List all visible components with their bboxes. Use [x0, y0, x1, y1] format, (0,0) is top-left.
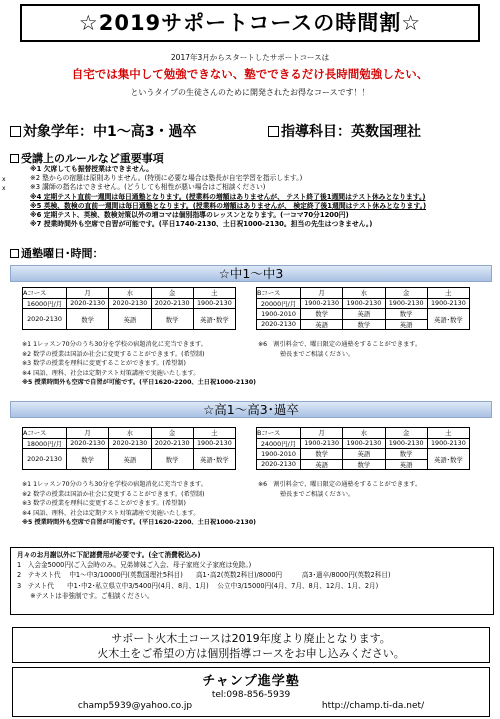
table-row: [23, 298, 236, 309]
table-cell: 数学: [301, 309, 343, 320]
table-cell: 月: [301, 288, 343, 299]
table-row: [257, 309, 470, 320]
note-item: ※4 国語、理科、社会は定期テスト対策講座で実施いたします。: [22, 369, 200, 377]
middle-notes: [22, 340, 262, 388]
table-cell: 数学: [385, 449, 427, 460]
rules-heading: 受講上のルールなど重要事項: [10, 150, 164, 166]
table-cell: 英語: [385, 459, 427, 470]
table-cell: 数学: [67, 309, 109, 330]
intro-line-1: 2017年3月からスタートしたサポートコースは: [170, 53, 330, 62]
middle-a-course-table: [22, 287, 236, 330]
table-cell: 1900-2130: [193, 298, 235, 309]
table-cell: Aコース: [23, 288, 67, 299]
table-cell: 1900-2130: [343, 298, 385, 309]
rule-item: ※6 定期テスト、英検、数検対策以外の増コマは個別指導のレッスンとなります。(一コマ70分1200円): [30, 211, 349, 220]
rule-item: ※7 授業時間外も空席で自習が可能です。(平日1740-2130、土日祝1000-2130。担当の先生はつきません。): [30, 220, 373, 229]
table-cell: 数学: [343, 459, 385, 470]
table-cell: 1900-2130: [385, 438, 427, 449]
table-cell: 1900-2130: [301, 438, 343, 449]
table-cell: 英語: [109, 449, 151, 470]
note-item: ※3 数学の授業を理科に変更することができます。(希望制): [22, 500, 186, 508]
note-item: 塾長までご相談ください。: [280, 350, 355, 358]
rule-item: ※5 英検、数検の直前一週間は毎日通塾となります。(授業料の増額はありませんが、 検定終了後1週間はテスト休みとなります。): [30, 201, 427, 210]
table-row: [257, 438, 470, 449]
table-cell: 土: [193, 288, 235, 299]
rule-item: ※1 欠席しても振替授業はできません。: [30, 165, 153, 173]
table-cell: 英語: [385, 319, 427, 330]
table-cell: 水: [109, 288, 151, 299]
table-cell: Aコース: [23, 428, 67, 439]
target-grade: 対象学年：中1～高3・過卒: [10, 121, 196, 141]
high-school-banner: ☆高1～高3･過卒: [10, 401, 492, 418]
table-cell: 英語: [109, 309, 151, 330]
table-row: [257, 428, 470, 439]
table-cell: 月: [301, 428, 343, 439]
note-item: ※1 1レッスン70分のうち30分を学校の宿題消化に充当できます。: [22, 481, 207, 488]
note-item: ※1 1レッスン70分のうち30分を学校の宿題消化に充当できます。: [22, 341, 207, 348]
table-cell: 水: [343, 288, 385, 299]
table-cell: 英語: [343, 449, 385, 460]
middle-b-course-table: [256, 287, 470, 330]
table-cell: Bコース: [257, 288, 301, 299]
table-cell: 英語･数学: [427, 309, 469, 330]
note-item: ※6 割引料金で、曜日限定の通塾をすることができます。: [258, 341, 422, 348]
school-email-link[interactable]: champ5939@yahoo.co.jp: [77, 701, 193, 711]
table-row: [23, 438, 236, 449]
table-cell: 金: [385, 428, 427, 439]
discontinuation-notice: [12, 627, 490, 663]
table-cell: 24000円/月: [257, 438, 301, 449]
notice-line-1: サポート火木土コースは2019年度より廃止となります。: [111, 632, 391, 645]
table-cell: 数学: [301, 449, 343, 460]
table-row: [23, 428, 236, 439]
table-cell: 金: [151, 428, 193, 439]
checkbox-icon: [10, 249, 19, 258]
fees-line: 1 入会金5000円(ご入会時のみ。兄弟姉妹ご入会、母子家庭父子家庭は免除。): [17, 561, 252, 570]
checkbox-icon: [268, 126, 279, 137]
table-cell: 土: [193, 428, 235, 439]
middle-notes-right: [258, 340, 488, 359]
target-subjects: 指導科目：英数国理社: [268, 121, 421, 141]
note-item: ※3 数学の授業を理科に変更することができます。(希望制): [22, 360, 186, 368]
note-item: ※6 割引料金で、曜日限定の通塾をすることができます。: [258, 481, 422, 488]
table-cell: 1900-2010: [257, 449, 301, 460]
table-cell: 1900-2130: [193, 438, 235, 449]
rule-item: ※2 塾からの宿題は原則ありません。(特別に必要な場合は塾長が自宅学習を指示します。): [30, 174, 303, 183]
school-name: チャンプ進学塾: [202, 674, 300, 689]
table-cell: 数学: [67, 449, 109, 470]
table-row: [23, 309, 236, 330]
table-cell: 金: [151, 288, 193, 299]
table-cell: Bコース: [257, 428, 301, 439]
table-cell: 20000円/月: [257, 298, 301, 309]
table-cell: 2020-2130: [257, 319, 301, 330]
table-cell: 2020-2130: [151, 438, 193, 449]
table-cell: 水: [343, 428, 385, 439]
fees-line: 2 テキスト代 中1～中3/10000円(英数国理社5科目) 高1･高2(英数2科目)/8000円 高3･過卒/8000円(英数2科目): [17, 571, 391, 580]
rule-item: ※3 講師の指名はできません。(どうしても相性が悪い場合はご相談ください): [30, 183, 266, 192]
table-cell: 英語･数学: [193, 309, 235, 330]
table-cell: 1900-2130: [427, 438, 469, 449]
fees-line: 3 テスト代 中1･中2･私立県立中3/5400円(4月、8月、1月) 公立中3/15000円(4月、7月、8月、12月、1月、2月): [17, 581, 379, 590]
table-cell: 1900-2130: [385, 298, 427, 309]
table-cell: 英語: [343, 309, 385, 320]
table-cell: 英語･数学: [427, 449, 469, 470]
table-cell: 2020-2130: [67, 298, 109, 309]
high-notes-right: [258, 480, 488, 499]
high-b-course-table: [256, 427, 470, 470]
intro-line-2: 自宅では集中して勉強できない、塾でできるだけ長時間勉強したい、: [71, 67, 429, 81]
table-row: [23, 449, 236, 470]
table-cell: 数学: [151, 309, 193, 330]
schedule-heading: 通塾曜日･時間：: [10, 245, 104, 261]
middle-school-banner: ☆中1～中3: [10, 265, 492, 282]
note-item: ※2 数学の授業は国語か社会に変更することができます。(希望制): [22, 350, 205, 358]
table-cell: 1900-2130: [343, 438, 385, 449]
table-cell: 1900-2130: [427, 298, 469, 309]
table-cell: 英語: [301, 319, 343, 330]
table-cell: 月: [67, 428, 109, 439]
table-cell: 水: [109, 428, 151, 439]
x-mark: x: [2, 176, 6, 183]
note-item: ※2 数学の授業は国語か社会に変更することができます。(希望制): [22, 490, 205, 498]
table-cell: 2020-2130: [151, 298, 193, 309]
table-cell: 月: [67, 288, 109, 299]
intro-line-3: というタイプの生徒さんのために開発されたお得なコースです！！: [130, 88, 370, 97]
school-url-link[interactable]: http://champ.ti-da.net/: [321, 701, 425, 711]
table-row: [257, 288, 470, 299]
table-cell: 数学: [385, 309, 427, 320]
table-cell: 数学: [151, 449, 193, 470]
rule-item: ※4 定期テスト直前一週間は毎日通塾となります。(授業料の増額はありませんが、 テスト終了後1週間はテスト休みとなります。): [30, 192, 426, 201]
table-row: [257, 298, 470, 309]
table-cell: 金: [385, 288, 427, 299]
table-row: [257, 449, 470, 460]
x-mark: x: [2, 185, 6, 192]
note-item: ※5 授業時間外も空席で自習が可能です。(平日1620-2200、土日祝1000-2130): [22, 379, 256, 387]
table-cell: 英語･数学: [193, 449, 235, 470]
page-title: ☆2019サポートコースの時間割☆: [20, 4, 480, 42]
table-cell: 土: [427, 288, 469, 299]
table-cell: 18000円/月: [23, 438, 67, 449]
table-cell: 16000円/月: [23, 298, 67, 309]
high-notes: [22, 480, 262, 528]
table-cell: 数学: [343, 319, 385, 330]
checkbox-icon: [10, 154, 19, 163]
table-cell: 2020-2130: [67, 438, 109, 449]
notice-line-2: 火木土をご希望の方は個別指導コースをお申し込みください。: [97, 647, 405, 660]
table-cell: 2020-2130: [257, 459, 301, 470]
school-info-box: [12, 667, 490, 717]
table-cell: 1900-2130: [301, 298, 343, 309]
table-cell: 2020-2130: [23, 309, 67, 330]
fees-heading: 月々のお月謝以外に下記諸費用が必要です。(全て消費税込み): [17, 551, 201, 559]
school-tel: tel:098-856-5939: [211, 690, 291, 700]
rules-list: [30, 165, 490, 229]
table-cell: 2020-2130: [109, 298, 151, 309]
note-item: 塾長までご相談ください。: [280, 490, 355, 498]
fees-line: ※テストは非強制です。ご相談ください。: [17, 591, 154, 600]
table-cell: 2020-2130: [23, 449, 67, 470]
note-item: ※4 国語、理科、社会は定期テスト対策講座で実施いたします。: [22, 509, 200, 517]
table-cell: 2020-2130: [109, 438, 151, 449]
checkbox-icon: [10, 126, 21, 137]
note-item: ※5 授業時間外も空席で自習が可能です。(平日1620-2200、土日祝1000-2130): [22, 519, 256, 527]
high-a-course-table: [22, 427, 236, 470]
fees-box: [10, 547, 494, 615]
table-cell: 1900-2010: [257, 309, 301, 320]
table-cell: 英語: [301, 459, 343, 470]
table-row: [23, 288, 236, 299]
table-cell: 土: [427, 428, 469, 439]
